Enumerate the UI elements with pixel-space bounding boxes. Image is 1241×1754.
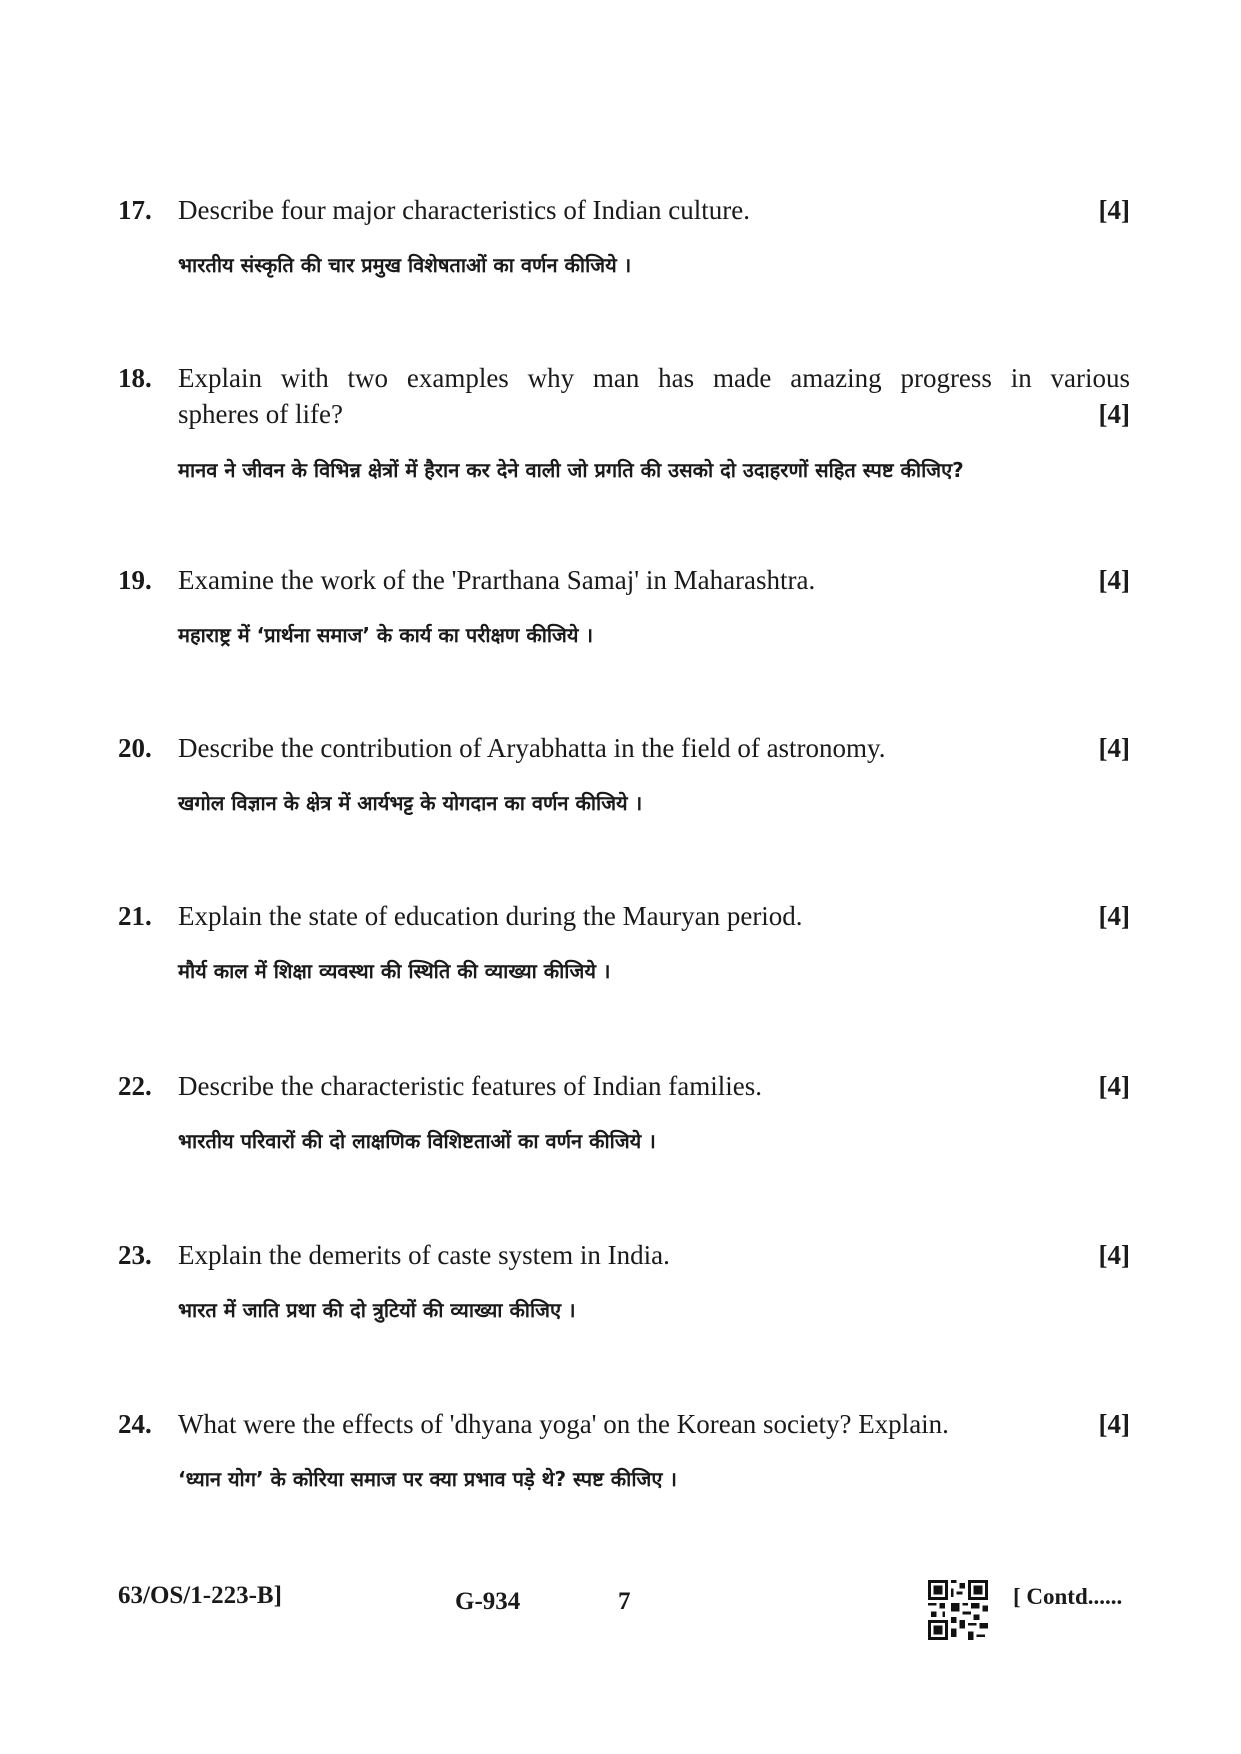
page-number: 7 [618, 1588, 631, 1615]
question-18 [118, 360, 1130, 482]
question-number: 19. [118, 565, 152, 595]
question-number: 20. [118, 733, 152, 763]
question-text-line-1: Explain with two examples why man has made amazing progress in various [178, 363, 1130, 393]
question-marks: [4] [1098, 565, 1130, 595]
continued-label: [ Contd...... [1013, 1584, 1123, 1609]
question-marks: [4] [1098, 1071, 1130, 1101]
question-number: 23. [118, 1240, 152, 1270]
question-text: What were the effects of 'dhyana yoga' on the Korean society? Explain. [178, 1409, 949, 1439]
question-marks: [4] [1098, 195, 1130, 225]
question-marks: [4] [1098, 1409, 1130, 1439]
qr-code-icon [928, 1580, 988, 1640]
question-hindi-text: ‘ध्यान योग’ के कोरिया समाज पर क्या प्रभाव पड़े थे? स्पष्ट कीजिए । [178, 1467, 677, 1491]
question-marks: [4] [1098, 901, 1130, 931]
question-19 [118, 562, 1130, 647]
question-hindi-text: खगोल विज्ञान के क्षेत्र में आर्यभट्ट के योगदान का वर्णन कीजिये । [178, 791, 643, 815]
question-hindi-text: भारत में जाति प्रथा की दो त्रुटियों की व्याख्या कीजिए । [178, 1298, 576, 1322]
series-code: G-934 [455, 1588, 521, 1615]
question-text: Describe the characteristic features of Indian families. [178, 1071, 762, 1101]
question-marks: [4] [1098, 1240, 1130, 1270]
question-hindi-text: महाराष्ट्र में ‘प्रार्थना समाज’ के कार्य का परीक्षण कीजिये । [178, 623, 594, 647]
question-text: Explain the demerits of caste system in India. [178, 1240, 670, 1270]
question-hindi-text: भारतीय परिवारों की दो लाक्षणिक विशिष्टताओं का वर्णन कीजिये । [178, 1129, 656, 1153]
question-number: 17. [118, 195, 152, 225]
question-marks: [4] [1098, 733, 1130, 763]
question-20 [118, 730, 1130, 815]
question-number: 22. [118, 1071, 152, 1101]
question-23 [118, 1237, 1130, 1322]
question-text-line-2: spheres of life? [178, 399, 343, 429]
question-number: 24. [118, 1409, 152, 1439]
page-footer [0, 1580, 1241, 1640]
question-hindi-text: मौर्य काल में शिक्षा व्यवस्था की स्थिति की व्याख्या कीजिये । [178, 959, 611, 983]
question-22 [118, 1068, 1130, 1153]
question-text: Describe the contribution of Aryabhatta in the field of astronomy. [178, 733, 886, 763]
question-text: Examine the work of the 'Prarthana Samaj' in Maharashtra. [178, 565, 816, 595]
question-hindi-text: मानव ने जीवन के विभिन्न क्षेत्रों में हैरान कर देने वाली जो प्रगति की उसको दो उदाहरणों सहित स्पष्ट कीजिए? [178, 458, 964, 482]
question-number: 18. [118, 363, 152, 393]
question-17 [118, 192, 1130, 277]
question-number: 21. [118, 901, 152, 931]
question-21 [118, 898, 1130, 983]
paper-code: 63/OS/1-223-B] [118, 1582, 282, 1609]
question-24 [118, 1406, 1130, 1491]
question-hindi-text: भारतीय संस्कृति की चार प्रमुख विशेषताओं का वर्णन कीजिये । [178, 253, 632, 277]
question-text: Explain the state of education during the Mauryan period. [178, 901, 803, 931]
question-marks: [4] [1098, 399, 1130, 429]
question-text: Describe four major characteristics of Indian culture. [178, 195, 750, 225]
